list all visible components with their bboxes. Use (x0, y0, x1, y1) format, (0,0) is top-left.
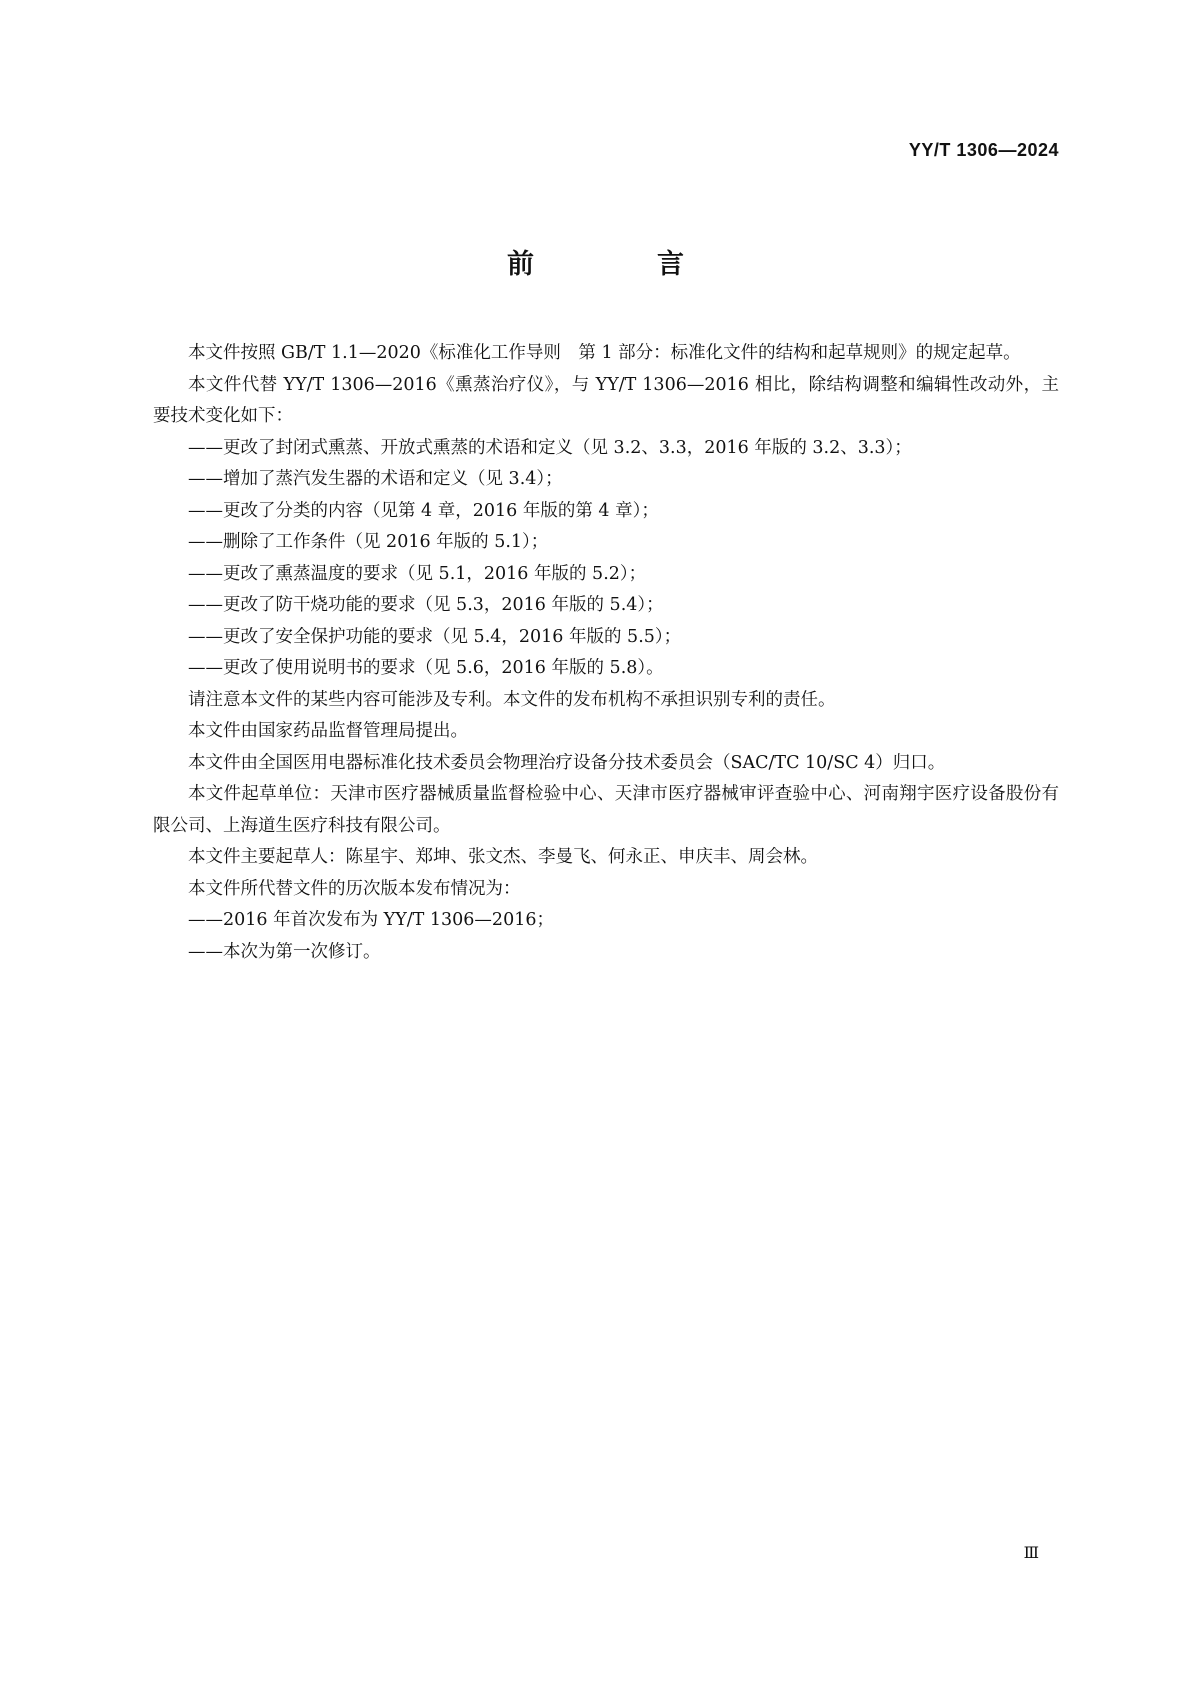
list-item-change: ——更改了分类的内容（见第 4 章，2016 年版的第 4 章）； (188, 500, 659, 521)
list-item-change: ——更改了防干烧功能的要求（见 5.3，2016 年版的 5.4）； (188, 595, 664, 615)
paragraph-technical-committee: 本文件由全国医用电器标准化技术委员会物理治疗设备分技术委员会（SAC/TC 10/SC 4）归口。 (188, 752, 946, 773)
list-item-change: ——更改了安全保护功能的要求（见 5.4，2016 年版的 5.5）； (188, 626, 682, 647)
list-item-change: ——增加了蒸汽发生器的术语和定义（见 3.4）； (188, 469, 563, 489)
document-number: YY/T 1306—2024 (908, 140, 1059, 160)
list-item-history: ——本次为第一次修订。 (188, 941, 381, 962)
list-item-change: ——删除了工作条件（见 2016 年版的 5.1）； (188, 532, 549, 552)
list-item-change: ——更改了熏蒸温度的要求（见 5.1，2016 年版的 5.2）； (188, 563, 647, 584)
page-title: 前 言 (507, 249, 732, 280)
paragraph-patent-notice: 请注意本文件的某些内容可能涉及专利。本文件的发布机构不承担识别专利的责任。 (188, 689, 836, 710)
paragraph-replacement: 本文件代替 YY/T 1306—2016《熏蒸治疗仪》，与 YY/T 1306—2016 相比，除结构调整和编辑性改动外，主要技术变化如下： (153, 374, 1059, 426)
paragraph-drafters: 本文件主要起草人：陈星宇、郑坤、张文杰、李曼飞、何永正、申庆丰、周会林。 (188, 847, 818, 867)
paragraph-version-history: 本文件所代替文件的历次版本发布情况为： (188, 878, 521, 899)
list-item-change: ——更改了使用说明书的要求（见 5.6，2016 年版的 5.8）。 (188, 658, 664, 678)
foreword-body (153, 338, 1059, 968)
paragraph-drafting-organizations: 本文件起草单位：天津市医疗器械质量监督检验中心、天津市医疗器械审评查验中心、河南翔宇医疗设备股份有限公司、上海道生医疗科技有限公司。 (153, 784, 1059, 836)
paragraph-proposer: 本文件由国家药品监督管理局提出。 (188, 721, 468, 741)
list-item-change: ——更改了封闭式熏蒸、开放式熏蒸的术语和定义（见 3.2、3.3，2016 年版的 3.2、3.3）； (188, 437, 912, 458)
paragraph-drafting-rules: 本文件按照 GB/T 1.1—2020《标准化工作导则 第 1 部分：标准化文件的结构和起草规则》的规定起草。 (188, 343, 1021, 363)
page-number: Ⅲ (1023, 1543, 1039, 1562)
list-item-history: ——2016 年首次发布为 YY/T 1306—2016； (188, 910, 554, 930)
